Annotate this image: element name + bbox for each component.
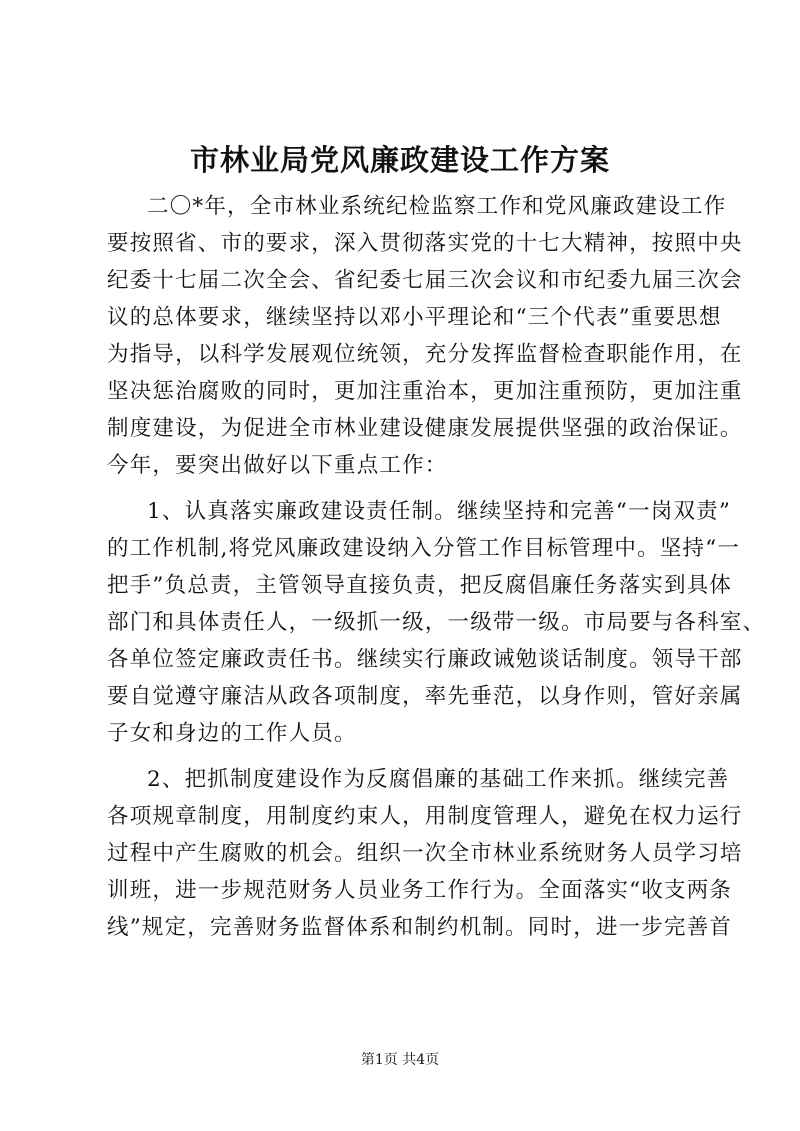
paragraph-line: 今年，要突出做好以下重点工作： xyxy=(107,453,448,478)
paragraph-line: 的工作机制,将党风廉政建设纳入分管工作目标管理中。坚持“一 xyxy=(107,536,741,561)
paragraph-line: 坚决惩治腐败的同时，更加注重治本，更加注重预防，更加注重 xyxy=(107,379,743,404)
page-footer: 第1页 共4页 xyxy=(360,1052,440,1068)
paragraph-line: 为指导，以科学发展观位统领，充分发挥监督检查职能作用，在 xyxy=(107,342,743,367)
paragraph-line: 议的总体要求，继续坚持以邓小平理论和“三个代表”重要思想 xyxy=(107,305,722,330)
paragraph-line: 训班，进一步规范财务人员业务工作行为。全面落实“收支两条 xyxy=(107,878,733,903)
document-title: 市林业局党风廉政建设工作方案 xyxy=(189,143,610,177)
paragraph-line: 线”规定，完善财务监督体系和制约机制。同时，进一步完善首 xyxy=(107,915,733,940)
paragraph-line: 各单位签定廉政责任书。继续实行廉政诫勉谈话制度。领导干部 xyxy=(107,647,743,672)
paragraph-line: 要按照省、市的要求，深入贯彻落实党的十七大精神，按照中央 xyxy=(107,231,743,256)
paragraph-line: 过程中产生腐败的机会。组织一次全市林业系统财务人员学习培 xyxy=(107,841,743,866)
paragraph-line: 2、把抓制度建设作为反腐倡廉的基础工作来抓。继续完善 xyxy=(147,767,730,792)
paragraph-line: 纪委十七届二次全会、省纪委七届三次会议和市纪委九届三次会 xyxy=(107,268,743,293)
paragraph-line: 子女和身边的工作人员。 xyxy=(107,721,357,746)
paragraph-line: 部门和具体责任人，一级抓一级，一级带一级。市局要与各科室、 xyxy=(107,610,766,635)
paragraph-line: 把手”负总责，主管领导直接负责，把反腐倡廉任务落实到具体 xyxy=(107,573,733,598)
paragraph-line: 二〇*年，全市林业系统纪检监察工作和党风廉政建设工作 xyxy=(147,194,727,219)
paragraph-line: 1、认真落实廉政建设责任制。继续坚持和完善“一岗双责” xyxy=(147,499,732,524)
paragraph-line: 制度建设，为促进全市林业建设健康发展提供坚强的政治保证。 xyxy=(107,416,743,441)
paragraph-line: 各项规章制度，用制度约束人，用制度管理人，避免在权力运行 xyxy=(107,804,743,829)
paragraph-line: 要自觉遵守廉洁从政各项制度，率先垂范，以身作则，管好亲属 xyxy=(107,684,743,709)
